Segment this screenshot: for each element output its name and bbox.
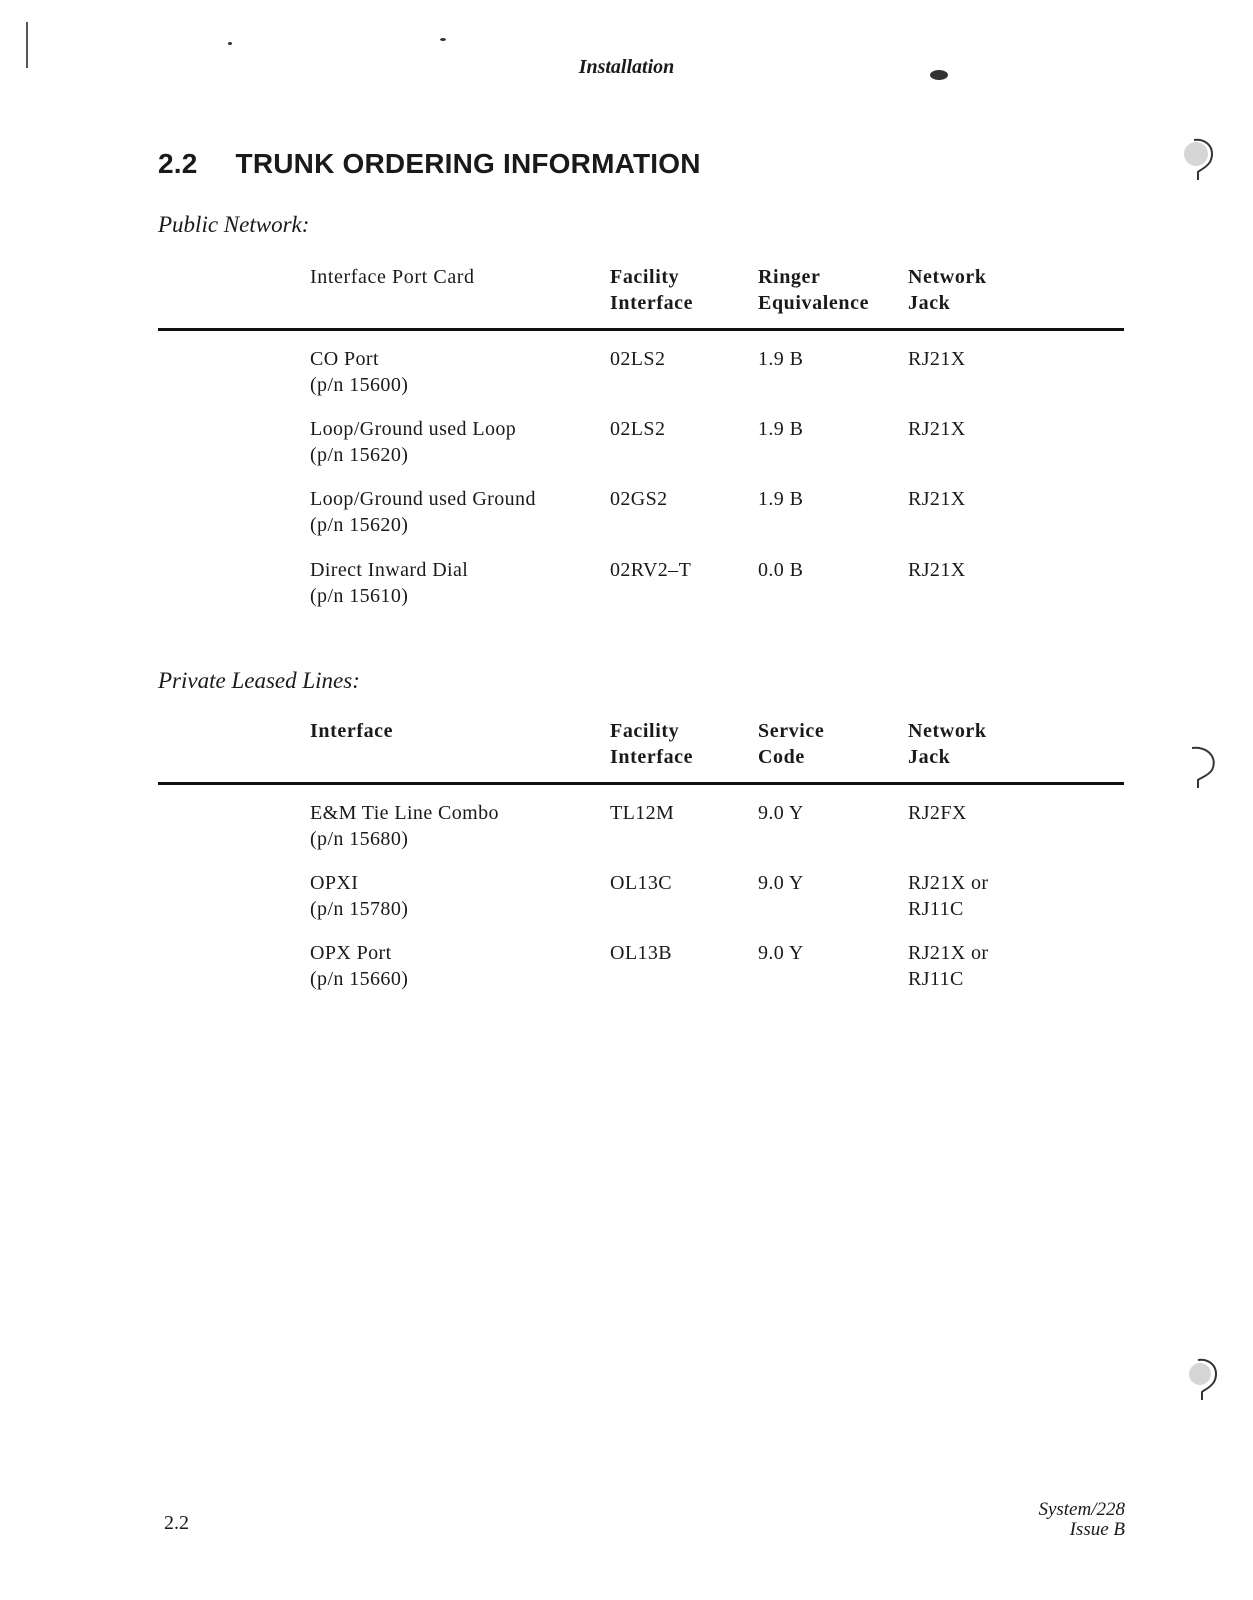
- public-network-label: Public Network:: [158, 212, 310, 237]
- col-header-jack: Network Jack: [908, 720, 987, 768]
- facility-cell: OL13C: [610, 872, 672, 894]
- scan-speck: [228, 42, 232, 45]
- ringer-cell: 0.0 B: [758, 559, 804, 581]
- facility-cell: 02RV2–T: [610, 559, 692, 581]
- product-name: System/228: [1038, 1499, 1125, 1520]
- page-number: 2.2: [164, 1512, 189, 1534]
- col-header-interface: Interface: [310, 720, 394, 742]
- port-card-cell: Direct Inward Dial (p/n 15610): [310, 559, 469, 607]
- jack-cell: RJ2FX: [908, 802, 967, 824]
- table-row: [158, 800, 1124, 860]
- ringer-cell: 1.9 B: [758, 488, 804, 510]
- service-code-cell: 9.0 Y: [758, 802, 804, 824]
- private-leased-table: [158, 718, 1124, 990]
- jack-cell: RJ21X or RJ11C: [908, 942, 989, 990]
- table-row: [158, 346, 1124, 406]
- table-header: [158, 264, 1124, 320]
- footer-product: [1038, 1500, 1125, 1540]
- section-number: 2.2: [158, 148, 198, 179]
- table-row: [158, 870, 1124, 930]
- binder-hole-icon: [1186, 744, 1222, 790]
- port-card-cell: Loop/Ground used Loop (p/n 15620): [310, 418, 517, 466]
- facility-cell: 02LS2: [610, 348, 666, 370]
- ringer-cell: 1.9 B: [758, 418, 804, 440]
- service-code-cell: 9.0 Y: [758, 872, 804, 894]
- section-title: TRUNK ORDERING INFORMATION: [235, 148, 701, 179]
- col-header-facility: Facility Interface: [610, 266, 694, 314]
- table-header: [158, 718, 1124, 774]
- jack-cell: RJ21X: [908, 559, 966, 581]
- interface-cell: OPX Port (p/n 15660): [310, 942, 409, 990]
- jack-cell: RJ21X: [908, 488, 966, 510]
- header-rule: [158, 782, 1124, 785]
- jack-cell: RJ21X: [908, 418, 966, 440]
- public-network-table: [158, 264, 1124, 607]
- port-card-cell: Loop/Ground used Ground (p/n 15620): [310, 488, 536, 536]
- header-rule: [158, 328, 1124, 331]
- facility-cell: 02LS2: [610, 418, 666, 440]
- table-row: [158, 557, 1124, 617]
- col-header-port-card: Interface Port Card: [310, 266, 475, 288]
- col-header-ringer: Ringer Equivalence: [758, 266, 870, 314]
- ringer-cell: 1.9 B: [758, 348, 804, 370]
- running-header: Installation: [578, 56, 675, 78]
- table-row: [158, 416, 1124, 476]
- interface-cell: E&M Tie Line Combo (p/n 15680): [310, 802, 499, 850]
- interface-cell: OPXI (p/n 15780): [310, 872, 409, 920]
- binder-hole-icon: [1184, 1356, 1220, 1402]
- facility-cell: OL13B: [610, 942, 672, 964]
- section-heading: [158, 148, 701, 180]
- issue-label: Issue B: [1069, 1519, 1125, 1540]
- facility-cell: TL12M: [610, 802, 675, 824]
- table-row: [158, 940, 1124, 1000]
- col-header-service-code: Service Code: [758, 720, 825, 768]
- facility-cell: 02GS2: [610, 488, 668, 510]
- service-code-cell: 9.0 Y: [758, 942, 804, 964]
- col-header-facility: Facility Interface: [610, 720, 694, 768]
- port-card-cell: CO Port (p/n 15600): [310, 348, 409, 396]
- col-header-jack: Network Jack: [908, 266, 987, 314]
- binder-hole-icon: [1180, 136, 1216, 182]
- private-leased-label: Private Leased Lines:: [158, 668, 360, 693]
- scan-speck: [440, 38, 446, 41]
- jack-cell: RJ21X or RJ11C: [908, 872, 989, 920]
- jack-cell: RJ21X: [908, 348, 966, 370]
- table-row: [158, 486, 1124, 546]
